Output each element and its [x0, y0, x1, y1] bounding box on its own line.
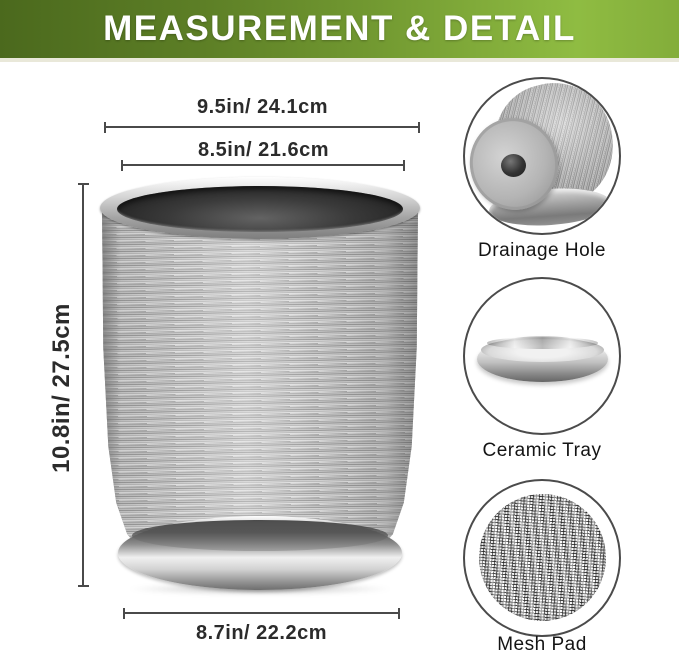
dim-line-height — [78, 183, 89, 587]
header-banner — [0, 0, 679, 62]
pot-saucer-tray — [118, 516, 402, 590]
pot-product-image — [100, 177, 420, 597]
detail-circle-mesh-pad — [463, 479, 621, 637]
dim-label-top-outer-width: 9.5in/ 24.1cm — [196, 96, 329, 118]
dim-label-top-inner-width: 8.5in/ 21.6cm — [197, 139, 330, 161]
dim-label-bottom-width: 8.7in/ 22.2cm — [195, 622, 328, 644]
detail-label-ceramic-tray: Ceramic Tray — [482, 440, 602, 461]
pot-body-brushed-texture — [102, 207, 418, 559]
detail-label-mesh-pad: Mesh Pad — [497, 634, 587, 655]
mesh-pad-icon — [479, 494, 606, 621]
dim-label-height: 10.8in/ 27.5cm — [48, 303, 75, 473]
dim-line-bottom-width — [123, 608, 400, 619]
detail-circle-ceramic-tray — [463, 277, 621, 435]
detail-circle-drainage-hole — [463, 77, 621, 235]
dim-line-top-outer-width — [104, 122, 420, 133]
dim-line-top-inner-width — [121, 160, 405, 171]
ceramic-tray-icon — [477, 336, 608, 382]
pot-bottom-drainage-hole-icon — [501, 154, 526, 177]
detail-label-drainage-hole: Drainage Hole — [478, 240, 606, 261]
pot-opening — [117, 186, 403, 232]
page-title: MEASUREMENT & DETAIL — [103, 9, 576, 48]
